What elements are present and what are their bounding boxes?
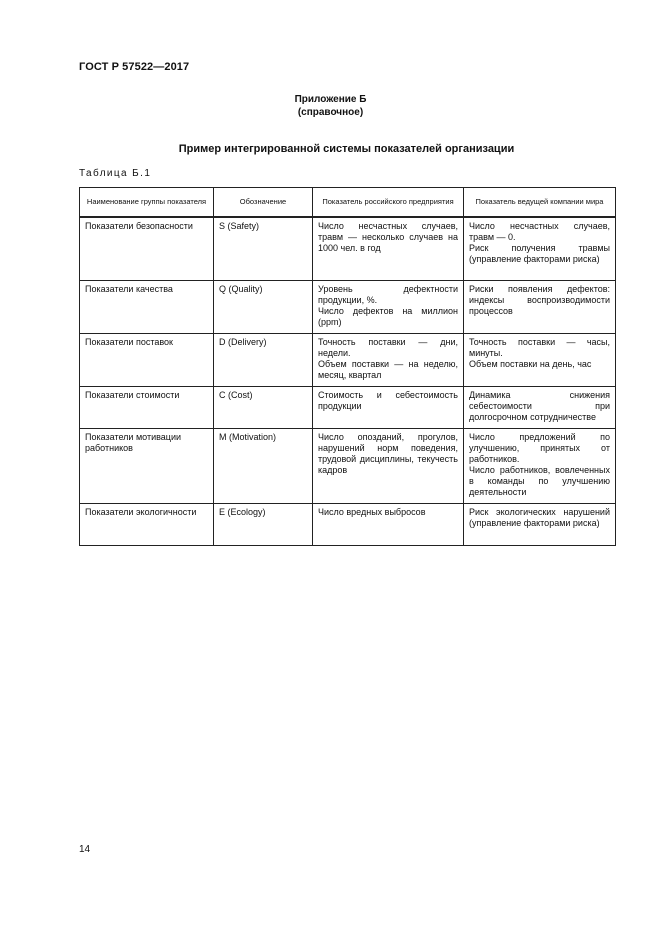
cell-code: E (Ecology) <box>214 503 313 545</box>
header-designation: Обозначение <box>214 188 313 218</box>
header-russian-indicator: Показатель российского предприятия <box>313 188 464 218</box>
table-row <box>80 386 616 428</box>
page-number: 14 <box>79 844 91 855</box>
cell-line: Стоимость и себестоимость продукции <box>318 389 458 411</box>
cell-code: C (Cost) <box>214 386 313 428</box>
cell-line: Точность поставки — часы, минуты. <box>469 336 610 358</box>
appendix-type: (справочное) <box>297 107 364 118</box>
table-caption: Таблица Б.1 <box>79 168 152 179</box>
cell-line: Риски появления дефектов: индексы воспроизводимости процессов <box>469 283 610 316</box>
cell-leading <box>464 428 616 503</box>
cell-line: Число опозданий, прогулов, нарушений норм поведения, трудовой дисциплины, текучесть кадров <box>318 431 458 475</box>
cell-line: Динамика снижения себестоимости при долгосрочном сотрудничестве <box>469 389 610 422</box>
appendix-heading <box>0 93 661 119</box>
cell-group: Показатели экологичности <box>80 503 214 545</box>
section-title: Пример интегрированной системы показателей организации <box>178 143 515 155</box>
cell-group: Показатели поставок <box>80 333 214 386</box>
header-group-name: Наименование группы показателя <box>80 188 214 218</box>
table-row <box>80 280 616 333</box>
cell-line: Уровень дефектности продукции, %. <box>318 283 458 305</box>
document-code: ГОСТ Р 57522—2017 <box>79 61 190 73</box>
table-header-row <box>80 188 616 218</box>
cell-russian <box>313 428 464 503</box>
cell-leading <box>464 333 616 386</box>
table-row <box>80 428 616 503</box>
cell-russian <box>313 333 464 386</box>
cell-code: M (Motivation) <box>214 428 313 503</box>
cell-line: Риск экологических нарушений (управление факторами риска) <box>469 506 610 528</box>
cell-code: Q (Quality) <box>214 280 313 333</box>
cell-line: Число предложений по улучшению, принятых от работников. <box>469 431 610 464</box>
cell-line: Число дефектов на миллион (ppm) <box>318 305 458 327</box>
cell-leading <box>464 503 616 545</box>
cell-leading <box>464 280 616 333</box>
cell-russian <box>313 503 464 545</box>
cell-leading <box>464 386 616 428</box>
cell-russian <box>313 217 464 280</box>
indicators-table <box>79 187 616 546</box>
appendix-label: Приложение Б <box>294 94 367 105</box>
cell-group: Показатели стоимости <box>80 386 214 428</box>
cell-line: Объем поставки на день, час <box>469 358 592 369</box>
cell-code: S (Safety) <box>214 217 313 280</box>
cell-line: Риск получения травмы (управление факторами риска) <box>469 243 610 264</box>
cell-line: Число работников, вовлеченных в команды по улучшению деятельности <box>469 464 610 497</box>
cell-group: Показатели мотивации работников <box>80 428 214 503</box>
cell-line: Объем поставки — на неделю, месяц, квартал <box>318 358 458 380</box>
cell-line: Число несчастных случаев, травм — несколько случаев на 1000 чел. в год <box>318 221 458 253</box>
table-row <box>80 333 616 386</box>
cell-line: Точность поставки — дни, недели. <box>318 336 458 358</box>
cell-russian <box>313 386 464 428</box>
cell-russian <box>313 280 464 333</box>
header-leading-indicator: Показатель ведущей компании мира <box>464 188 616 218</box>
table-row <box>80 503 616 545</box>
table-row <box>80 217 616 280</box>
cell-group: Показатели качества <box>80 280 214 333</box>
cell-code: D (Delivery) <box>214 333 313 386</box>
cell-leading <box>464 217 616 280</box>
cell-line: Число вредных выбросов <box>318 506 426 517</box>
cell-line: Число несчастных случаев, травм — 0. <box>469 221 610 242</box>
cell-group: Показатели безопасности <box>80 217 214 280</box>
